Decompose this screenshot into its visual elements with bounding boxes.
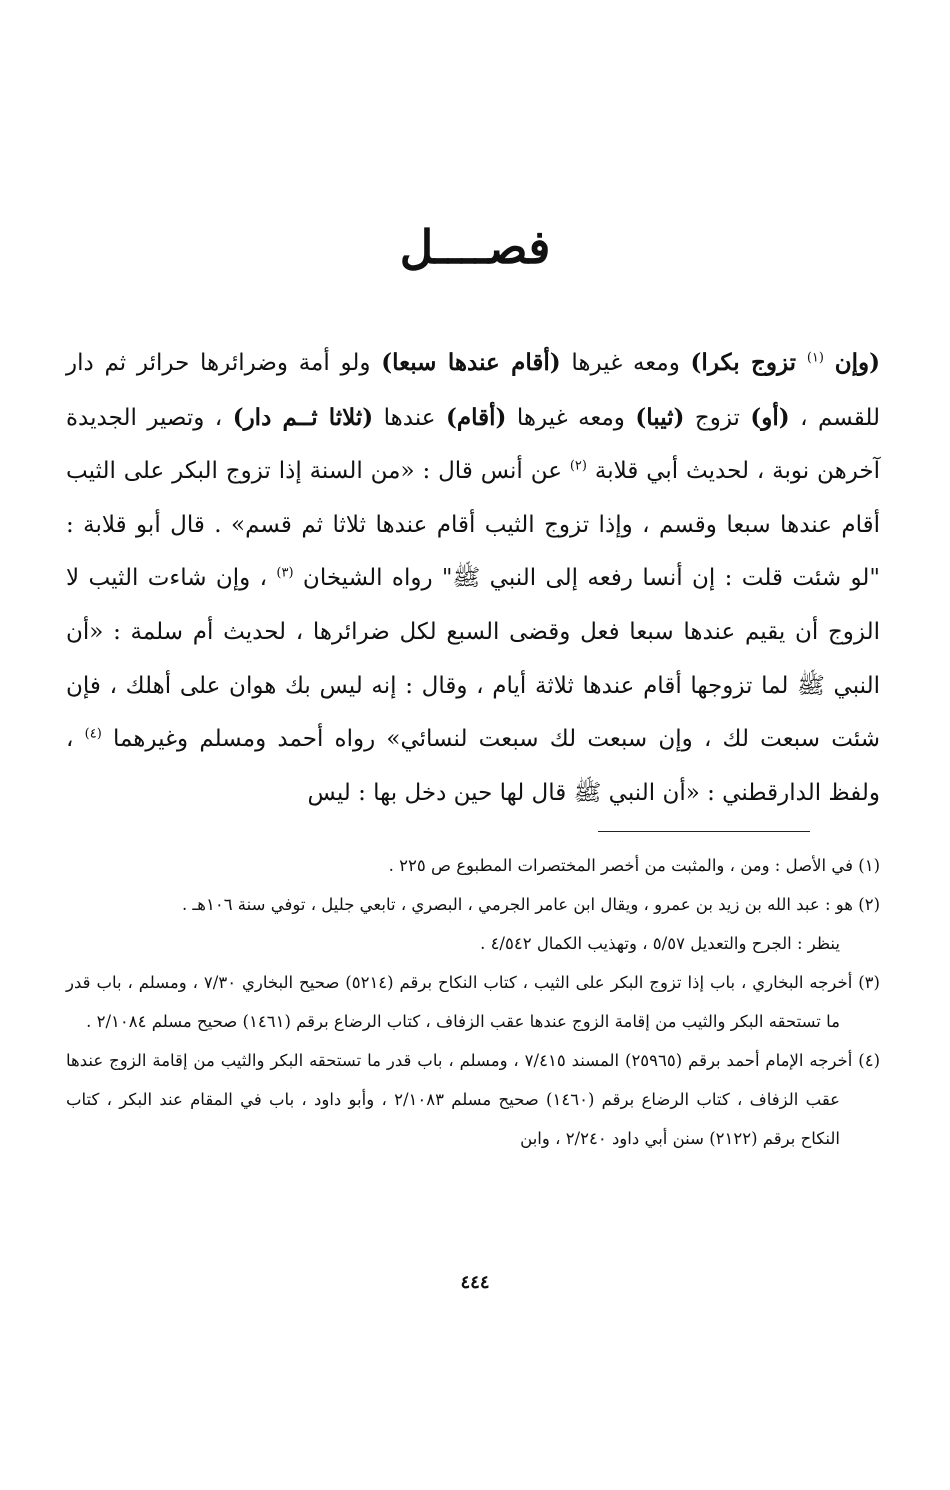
text-run: تزوج xyxy=(694,404,740,431)
footnote-1: (١) في الأصل : ومن ، والمثبت من أخصر المختصرات المطبوع ص ٢٢٥ . xyxy=(388,856,880,875)
text-bold: (أقام عندها سبعا) xyxy=(381,349,561,376)
text-bold: (ثلاثا ثــم دار) xyxy=(232,403,374,431)
text-run: ومعه غيرها xyxy=(516,404,625,431)
text-run: عندها xyxy=(383,404,436,431)
footnote-ref: (٣) xyxy=(276,565,294,581)
footnote-4: (٤) أخرجه الإمام أحمد برقم (٢٥٩٦٥) المسند ٧/٤١٥ ، ومسلم ، باب قدر ما تستحقه البكر والثيب من إقامة الزوج عندها عقب الزفاف ، كتاب الرضاع برقم (١٤٦٠) صحيح مسلم ٢/١٠٨٣ ، وأبو داود ، باب في المقام عند البكر ، كتاب النكاح برقم (٢١٢٢) سنن أبي داود ٢/٢٤٠ ، وابن xyxy=(66,1051,880,1148)
text-bold: (أقام) xyxy=(445,403,507,431)
text-run: ولو أمة وضرائرها حرائر ثم دار للقسم ، xyxy=(66,350,881,431)
text-run: ، وإن شاءت الثيب لا الزوج أن يقيم عندها سبعا فعل وقضى السبع لكل ضرائرها ، لحديث أم سلمة : «أن النبي ﷺ لما تزوجها أقام عندها ثلاثة أيام ، وقال : إنه ليس بك هوان على أهلك ، فإن شئت سبعت لك ، وإن سبعت لك سبعت لنسائي» رواه أحمد ومسلم وغيرهما xyxy=(66,565,881,753)
footnotes xyxy=(66,846,880,1158)
footnote-3: (٣) أخرجه البخاري ، باب إذا تزوج البكر على الثيب ، كتاب النكاح برقم (٥٢١٤) صحيح البخاري ٧/٣٠ ، ومسلم ، باب قدر ما تستحقه البكر والثيب من إقامة الزوج عندها عقب الزفاف ، كتاب الرضاع برقم (١٤٦١) صحيح مسلم ٢/١٠٨٤ . xyxy=(66,973,880,1031)
text-run: ومعه غيرها xyxy=(571,350,680,376)
footnote-2: (٢) هو : عبد الله بن زيد بن عمرو ، ويقال ابن عامر الجرمي ، البصري ، تابعي جليل ، توفي سنة ١٠٦هـ . xyxy=(181,895,880,914)
text-run: ، ولفظ الدارقطني : «أن النبي ﷺ قال لها حين دخل بها : ليس xyxy=(66,726,880,806)
text-run: ، وتصير الجديدة آخرهن نوبة ، لحديث أبي قلابة xyxy=(66,404,880,485)
text-bold: (وإن xyxy=(834,349,880,376)
footnote-2-reference: ينظر : الجرح والتعديل ٥/٥٧ ، وتهذيب الكمال ٤/٥٤٢ . xyxy=(480,934,840,953)
text-bold: (أو) xyxy=(750,403,790,431)
main-text xyxy=(66,336,880,820)
main-paragraph xyxy=(66,336,880,820)
footnote-ref: (١) xyxy=(806,350,824,366)
footnote-divider xyxy=(598,831,810,832)
section-heading: فصــــل xyxy=(399,220,551,274)
text-run: عن أنس قال : «من السنة إذا تزوج البكر على الثيب أقام عندها سبعا وقسم ، وإذا تزوج الثيب أقام عندها ثلاثا ثم قسم» . قال أبو قلابة : "لو شئت قلت : إن أنسا رفعه إلى النبي ﷺ" رواه الشيخان xyxy=(66,458,880,592)
page-number: ٤٤٤ xyxy=(460,1272,490,1293)
text-bold: تزوج بكرا) xyxy=(690,349,797,376)
text-bold: (ثيبا) xyxy=(635,403,685,431)
footnote-ref: (٤) xyxy=(84,726,102,742)
footnote-ref: (٢) xyxy=(569,458,587,474)
